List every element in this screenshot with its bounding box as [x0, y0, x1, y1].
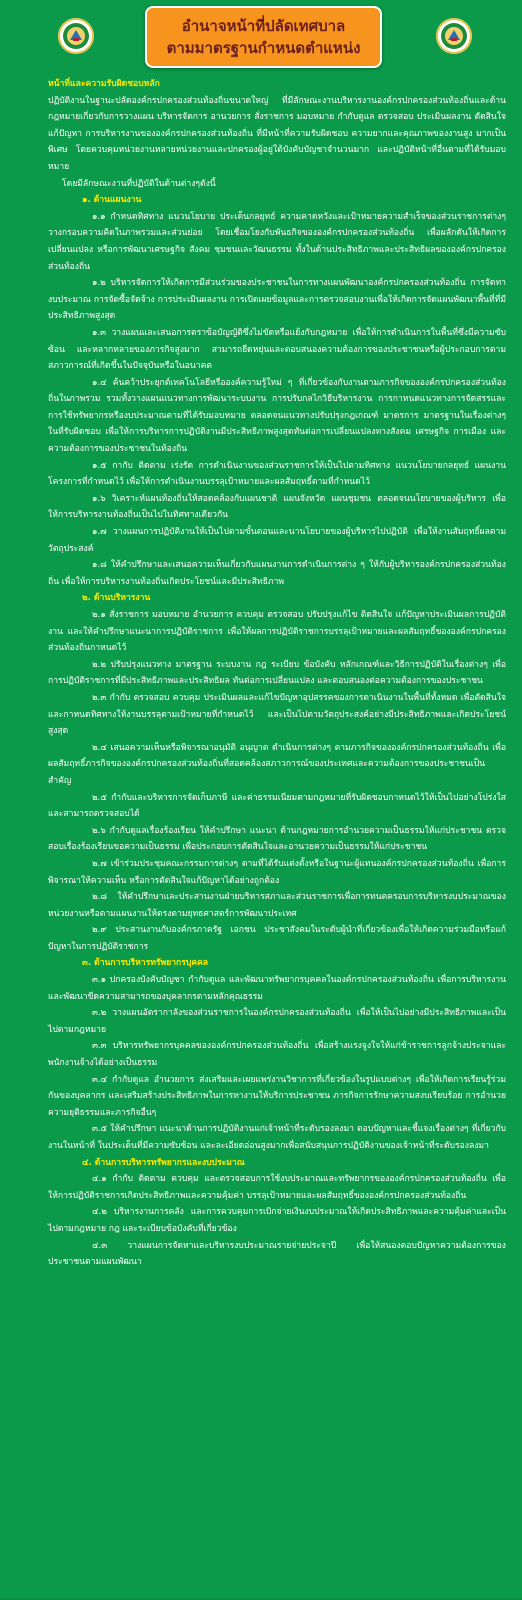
section-title-planning: ๑. ด้านแผนงาน [82, 195, 142, 206]
list-item: ๓.๓ บริหารทรัพยากรบุคคลขององค์กรปกครองส่วนท้องถิ่น เพื่อสร้างแรงจูงใจให้แก่ข้าราชการลูกจ้างประจาและพนักงานจ้างได้อย่างเป็นธรรม [48, 1041, 506, 1069]
emblem-logo-left [58, 18, 94, 54]
section-title-human-resources: ๓. ด้านการบริหารทรัพยากรบุคคล [82, 958, 209, 969]
list-item: ๒.๘ ให้คำปรึกษาและประสานงานฝ่ายบริหารสภาและส่วนราชการเพื่อการทนตครอบการบริหารงบประมาณของหน่วยงานหรือตามแผนงานให้ตรงตามยุทธศาสตร์การพัฒนาประเทศ [48, 892, 506, 919]
list-item: ๑.๒ บริหารจัดการให้เกิดการมีส่วนร่วมของประชาชนในการทางแผนพัฒนาองค์กรปกครองส่วนท้องถิ่น การจัดทางบประมาณ การจัดซื้อจัดจ้าง การประเมินผลงาน การเปิดเผยข้อมูลและการตรวจสอบงานเพื่อให้เกิดการจัดแผนพัฒนาพื้นที่ที่มีประสิทธิภาพสูงสุด [48, 278, 506, 322]
title-box [145, 6, 382, 68]
list-item: ๔.๒ บริหารงานการคลัง และการควบคุมการเบิกจ่ายเงินงบประมาณให้เกิดประสิทธิภาพและความคุ้มค่าและเป็นไปตามกฎหมาย กฎ และระเบียบข้อบังคับที่เกี่ยวข้อง [48, 1207, 506, 1234]
list-item: ๒.๔ เสนอความเห็นหรือพิจารณาอนุมัติ อนุญาต ดำเนินการต่างๆ ตามภารกิจขององค์กรปกครองส่วนท้องถิ่น เพื่อผลสัมฤทธิ์ภารกิจขององค์กรปกครองส่วนท้องถิ่นที่สอดคล้องสภาวการณ์ของประเทศและความต้องการของประชาชนเป็นสำคัญ [48, 742, 506, 786]
section-title-budget: ๔. ด้านการบริหารทรัพยากรและงบประมาณ [82, 1157, 245, 1168]
list-item: ๓.๑ ปกครองบังคับบัญชา กำกับดูแล และพัฒนาทรัพยากรบุคคลในองค์กรปกครองส่วนท้องถิ่น เพื่อการบริหารงานและพัฒนาขีดความสามารถของบุคลากรตามหลักคุณธรรม [48, 975, 506, 1002]
intro-subline: โดยมีลักษณะงานที่ปฏิบัติในด้านต่างๆดังนี้ [62, 178, 216, 189]
emblem-logo-right [436, 18, 472, 54]
list-item: ๒.๓ กำกับ ตรวจสอบ ควบคุม ประเมินผลและแก้ไขปัญหาอุปสรรคของการดาเนินงานในพื้นที่ทั้งหมด เพื่อตัดสินใจและกาหนดทิศทางให้งานบรรลุตามเป้าหมายที่กำหนดไว้ และเป็นไปตามวัตถุประสงค์อย่างมีประสิทธิภาพและเกิดประโยชน์สูงสุด [48, 692, 506, 737]
list-item: ๔.๓ วางแผนการจัดหาและบริหารงบประมาณรายจ่ายประจาปี เพื่อให้สนองตอบปัญหาความต้องการของประชาชนตามแผนพัฒนา [48, 1240, 506, 1268]
list-item: ๒.๕ กำกับและบริหารการจัดเก็บภาษี และค่าธรรมเนียมตามกฎหมายที่รับผิดชอบกาหนดไว้ให้เป็นไปอย่างโปร่งใสและสามารถตรวจสอบได้ [48, 792, 506, 820]
list-item: ๓.๒ วางแผนอัตรากาลังของส่วนราชการในองค์กรปกครองส่วนท้องถิ่น เพื่อให้เป็นไปอย่างมีประสิทธิภาพและเป็นไปตามกฎหมาย [48, 1008, 506, 1035]
list-item: ๑.๔ ค้นคว้าประยุกต์เทคโนโลยีหรือองค์ความรู้ใหม่ ๆ ที่เกี่ยวข้องกับงานตามภารกิจขององค์กรปกครองส่วนท้องถิ่นในภาพรวม รวมทั้งวางแผนแนวทางการพัฒนาระบบงาน การปรับกลไกวิธีบริหารงาน การกาหนดแนวทางการจัดสรรและการใช้ทรัพยากรหรืองบประมาณตามที่ได้รับมอบหมาย ตลอดจนแนวทางปรับปรุงกฎเกณฑ์ มาตรการ มาตรฐานในเรื่องต่างๆ ในที่รับผิดชอบ เพื่อให้การบริหารการปฏิบัติงานมีประสิทธิภาพสูงสุดทันต่อการเปลี่ยนแปลงทางสังคม เศรษฐกิจ การเมือง และความต้องการของประชาชนในท้องถิ่น [48, 377, 506, 455]
list-item: ๓.๕ ให้คำปรึกษา แนะนาด้านการปฏิบัติงานแก่เจ้าหน้าที่ระดับรองลงมา ตอบปัญหาและชี้แจงเรื่องต่างๆ ที่เกี่ยวกับงานในหน้าที่ ในประเด็นที่มีความซับซ้อน และละเอียดอ่อนสูงมากเพื่อสนับสนุนการปฏิบัติงานของเจ้าหน้าที่ระดับรองลงมา [48, 1124, 506, 1151]
list-item: ๑.๖ วิเคราะห์แผนท้องถิ่นให้สอดคล้องกับแผนชาติ แผนจังหวัด แผนชุมชน ตลอดจนนโยบายของผู้บริหาร เพื่อให้การบริหารงานท้องถิ่นเป็นไปในทิศทางเดียวกัน [48, 493, 506, 521]
header [0, 0, 522, 72]
list-item: ๒.๙ ประสานงานกับองค์กรภาครัฐ เอกชน ประชาสังคมในระดับผู้นำที่เกี่ยวข้องเพื่อให้เกิดความร่วมมือหรือแก้ปัญหาในการปฏิบัติราชการ [48, 925, 506, 952]
content [48, 76, 506, 1271]
page-title-line2: ตามมาตรฐานกำหนดตำแหน่ง [166, 39, 361, 57]
emblem-icon [439, 21, 469, 51]
emblem-icon [61, 21, 91, 51]
list-item: ๑.๘ ให้คำปรึกษาและเสนอความเห็นเกี่ยวกับแผนงานการดำเนินการต่าง ๆ ให้กับผู้บริหารองค์กรปกครองส่วนท้องถิ่น เพื่อให้การบริหารงานท้องถิ่นเกิดประโยชน์และมีประสิทธิภาพ [48, 560, 506, 587]
main-heading: หน้าที่และความรับผิดชอบหลัก [48, 79, 160, 89]
list-item: ๒.๑ สั่งราชการ มอบหมาย อำนวยการ ควบคุม ตรวจสอบ ปรับปรุงแก้ไข ติดสินใจ แก้ปัญหาประเมินผลการปฏิบัติงาน และให้คำปรึกษาแนะนาการปฏิบัติราชการ เพื่อให้ผลการปฏิบัติราชการบรรลุเป้าหมายและผลสัมฤทธิ์ขององค์กรปกครองส่วนท้องถิ่นกาหนดไว้ [48, 610, 506, 654]
list-item: ๔.๑ กำกับ ติดตาม ควบคุม และตรวจสอบการใช้งบประมาณและทรัพยากรขององค์กรปกครองส่วนท้องถิ่น เพื่อให้การปฏิบัติราชการเกิดประสิทธิภาพและความคุ้มค่า บรรลุเป้าหมายและผลสัมฤทธิ์ขององค์กรปกครองส่วนท้องถิ่น [48, 1174, 506, 1201]
list-item: ๒.๖ กำกับดูแลเรื่องร้องเรียน ให้คำปรึกษา แนะนา ด้านกฎหมายการอำนวยความเป็นธรรมให้แก่ประชาชน ตรวจสอบเรื่องร้องเรียนขอความเป็นธรรม เพื่อประกอบการตัดสินใจและอานวยความเป็นธรรมให้แก่ประชาชน [48, 825, 506, 853]
list-item: ๑.๗ วางแผนการปฏิบัติงานให้เป็นไปตามขั้นตอนและนานโยบายของผู้บริหารไปปฏิบัติ เพื่อให้งานสัมฤทธิ์ผลตามวัตถุประสงค์ [48, 527, 506, 554]
list-item: ๓.๔ กำกับดูแล อำนวยการ ส่งเสริมและเผยแพร่งานวิชาการที่เกี่ยวข้องในรูปแบบต่างๆ เพื่อให้เกิดการเรียนรู้ร่วมกันของบุคลากร และเสริมสร้างประสิทธิภาพในการทางานให้บริการประชาชน ภารกิจการรักษาความสงบเรียบร้อย การอำนวยความยุติธรรมและภารกิจอื่นๆ [48, 1074, 506, 1118]
list-item: ๒.๒ ปรับปรุงแนวทาง มาตรฐาน ระบบงาน กฎ ระเบียบ ข้อบังคับ หลักเกณฑ์และวิธีการปฏิบัติในเรื่องต่างๆ เพื่อการปฏิบัติราชการที่มีประสิทธิภาพและประสิทธิผล ทันต่อการเปลี่ยนแปลง และตอบสนองต่อความต้องการของประชาชน [48, 659, 506, 687]
page-title-line1: อำนาจหน้าที่ปลัดเทศบาล [181, 17, 346, 35]
list-item: ๑.๕ กากับ ติดตาม เร่งรัด การดำเนินงานของส่วนราชการให้เป็นไปตามทิศทาง แนวนโยบายกลยุทธ์ แผนงาน โครงการที่กำหนดไว้ เพื่อให้การดำเนินงานบรรลุเป้าหมายและผลสัมฤทธิ์ตามที่กำหนดไว้ [48, 460, 506, 488]
list-item: ๒.๗ เข้าร่วมประชุมคณะกรรมการต่างๆ ตามที่ได้รับแต่งตั้งหรือในฐานะผู้แทนองค์กรปกครองส่วนท้องถิ่น เพื่อการพิจารณาให้ความเห็น หรือการตัดสินใจแก้ปัญหาได้อย่างถูกต้อง [48, 858, 506, 886]
list-item: ๑.๓ วางแผนและเสนอการตราข้อบัญญัติซึ่งไม่ขัดหรือแย้งกับกฎหมาย เพื่อให้การดำเนินการในพื้นที่ซึ่งมีความซับซ้อน และหลากหลายของภารกิจสูงมาก สามารถยืดหยุ่นและตอบสนองความต้องการของประชาชนหรือผู้ประกอบการตามสภาวการณ์ที่เกิดขึ้นในปัจจุบันหรือในอนาคต [48, 327, 506, 372]
section-title-administration: ๒. ด้านบริหารงาน [82, 593, 151, 604]
intro-paragraph: ปฏิบัติงานในฐานะปลัดองค์กรปกครองส่วนท้องถิ่นขนาดใหญ่ ที่มีลักษณะงานบริหารงานองค์กรปกครองส่วนท้องถิ่นและด้านกฎหมายเกี่ยวกับการวางแผน บริหารจัดการ อานวยการ สั่งราชการ มอบหมาย กำกับดูแล ตรวจสอบ ประเมินผลงาน ตัดสินใจ แก้ปัญหา การบริหารงานขององค์กรปกครองส่วนท้องถิ่น ที่มีหน้าที่ความรับผิดชอบ ความยากและคุณภาพของงานสูง มากเป็นพิเศษ โดยควบคุมหน่วยงานหลายหน่วยงานและปกครองผู้อยู่ใต้บังคับบัญชาจำนวนมาก และปฏิบัติหน้าที่อื่นตามที่ได้รับมอบหมาย [48, 95, 506, 172]
list-item: ๑.๑ กำหนดทิศทาง แนวนโยบาย ประเด็นกลยุทธ์ ความคาดหวังและเป้าหมายความสำเร็จของส่วนราชการต่างๆ วางกรอบความคิดในภาพรวมและส่วนย่อย โดยเชื่อมโยงกับพันธกิจขององค์กรปกครองส่วนท้องถิ่น เพื่อผลักดันให้เกิดการเปลี่ยนแปลง หรือการพัฒนาเศรษฐกิจ สังคม ชุมชนและวัฒนธรรม ทั้งในด้านประสิทธิภาพและประสิทธิผลขององค์กรปกครองส่วนท้องถิ่น [48, 211, 506, 272]
